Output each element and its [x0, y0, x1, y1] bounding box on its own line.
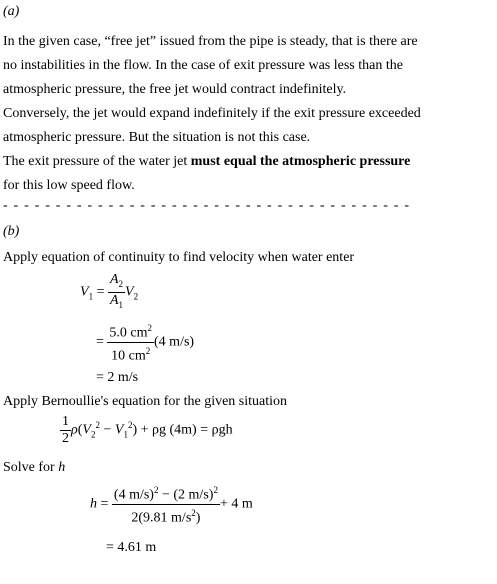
- eq1-num-sub: 2: [118, 278, 124, 289]
- v1: V: [114, 422, 124, 438]
- eq4-den-coef: 2: [131, 510, 139, 526]
- eq2-factor: (4 m/s): [154, 334, 195, 350]
- part-a-line-5: atmospheric pressure. But the situation is not this case.: [3, 130, 311, 145]
- part-a-line-1: In the given case, “free jet” issued from the pipe is steady, that is there are: [3, 34, 418, 49]
- part-a-conclusion-end: for this low speed flow.: [3, 178, 135, 193]
- half-den: 2: [62, 431, 69, 446]
- part-a-line-2: no instabilities in the flow. In the case of exit pressure was less than the: [3, 58, 403, 73]
- eq1-den-sub: 1: [118, 299, 124, 310]
- eq2-fraction: [107, 320, 154, 364]
- part-a-line-4: Conversely, the jet would expand indefinitely if the exit pressure exceeded: [3, 106, 421, 121]
- eq2-num-sup: 2: [147, 323, 153, 333]
- part-a-conclusion: [3, 154, 410, 170]
- eq4-lhs: h: [90, 496, 97, 512]
- rho: ρ: [71, 422, 78, 438]
- eq4-den-val: 9.81 m/s: [143, 510, 192, 526]
- velocity-result: = 2 m/s: [96, 370, 139, 385]
- eq1-lhs: V: [80, 284, 89, 300]
- eq2-den-sup: 2: [145, 345, 151, 356]
- separator: - - - - - - - - - - - - - - - - - - - - - - - - - - - - - - - - - - - - - - -: [3, 198, 411, 213]
- eq2-den: 10 cm: [111, 348, 146, 364]
- eq1-rhs: V: [125, 284, 134, 300]
- part-a-line-3: atmospheric pressure, the free jet would contract indefinitely.: [3, 82, 347, 97]
- eq1-fraction: [108, 272, 125, 313]
- part-b-label: (b): [3, 224, 20, 239]
- gravity-term: + ρg (4m) = ρgh: [140, 422, 233, 438]
- v2: V: [82, 422, 91, 438]
- solve-for: [3, 460, 65, 476]
- eq1-lhs-sub: 1: [88, 291, 94, 302]
- eq1-rhs-sub: 2: [133, 291, 139, 302]
- conclusion-text: The exit pressure of the water jet: [3, 154, 191, 169]
- eq4-tail: + 4 m: [219, 496, 253, 512]
- half-num: 1: [62, 414, 69, 429]
- eq4-num-a: (4 m/s): [113, 487, 154, 503]
- eq4-num-b: (2 m/s): [173, 487, 214, 503]
- conclusion-bold: must equal the atmospheric pressure: [190, 154, 411, 169]
- height-equation: h = $\frac{(4 m/s)^2 - (2 m/s)^2}{2(9.81 m/s^2)}$ + 4 m: [90, 482, 253, 526]
- eq1-num: A: [109, 272, 119, 287]
- continuity-equation: $V_1$ = $\frac{A_2}{A_1}$ $V_2$: [80, 272, 138, 313]
- solve-var: h: [58, 460, 66, 475]
- bernoulli-intro: Apply Bernoullie's equation for the given situation: [3, 394, 288, 409]
- solve-for-text: Solve for: [3, 460, 59, 475]
- eq2-num: 5.0 cm: [109, 325, 148, 341]
- eq4-fraction: $\frac{(4 m/s)^2 - (2 m/s)^2}{2(9.81 m/s^2)}$: [112, 482, 220, 526]
- part-a-label: (a): [3, 4, 20, 19]
- continuity-intro: Apply equation of continuity to find velocity when water enter: [3, 250, 355, 265]
- eq1-den: A: [109, 292, 119, 308]
- height-result: = 4.61 m: [106, 540, 157, 555]
- half-fraction: [60, 414, 71, 447]
- bernoulli-equation: $\frac{1}{2}$ $\rho(V_2^2 - V_1^2) + \rho g$ (4m) = ρgh: [62, 414, 233, 446]
- continuity-substitution: = $\frac{5.0 cm^2}{10 cm^2}$ (4 m/s): [96, 320, 194, 364]
